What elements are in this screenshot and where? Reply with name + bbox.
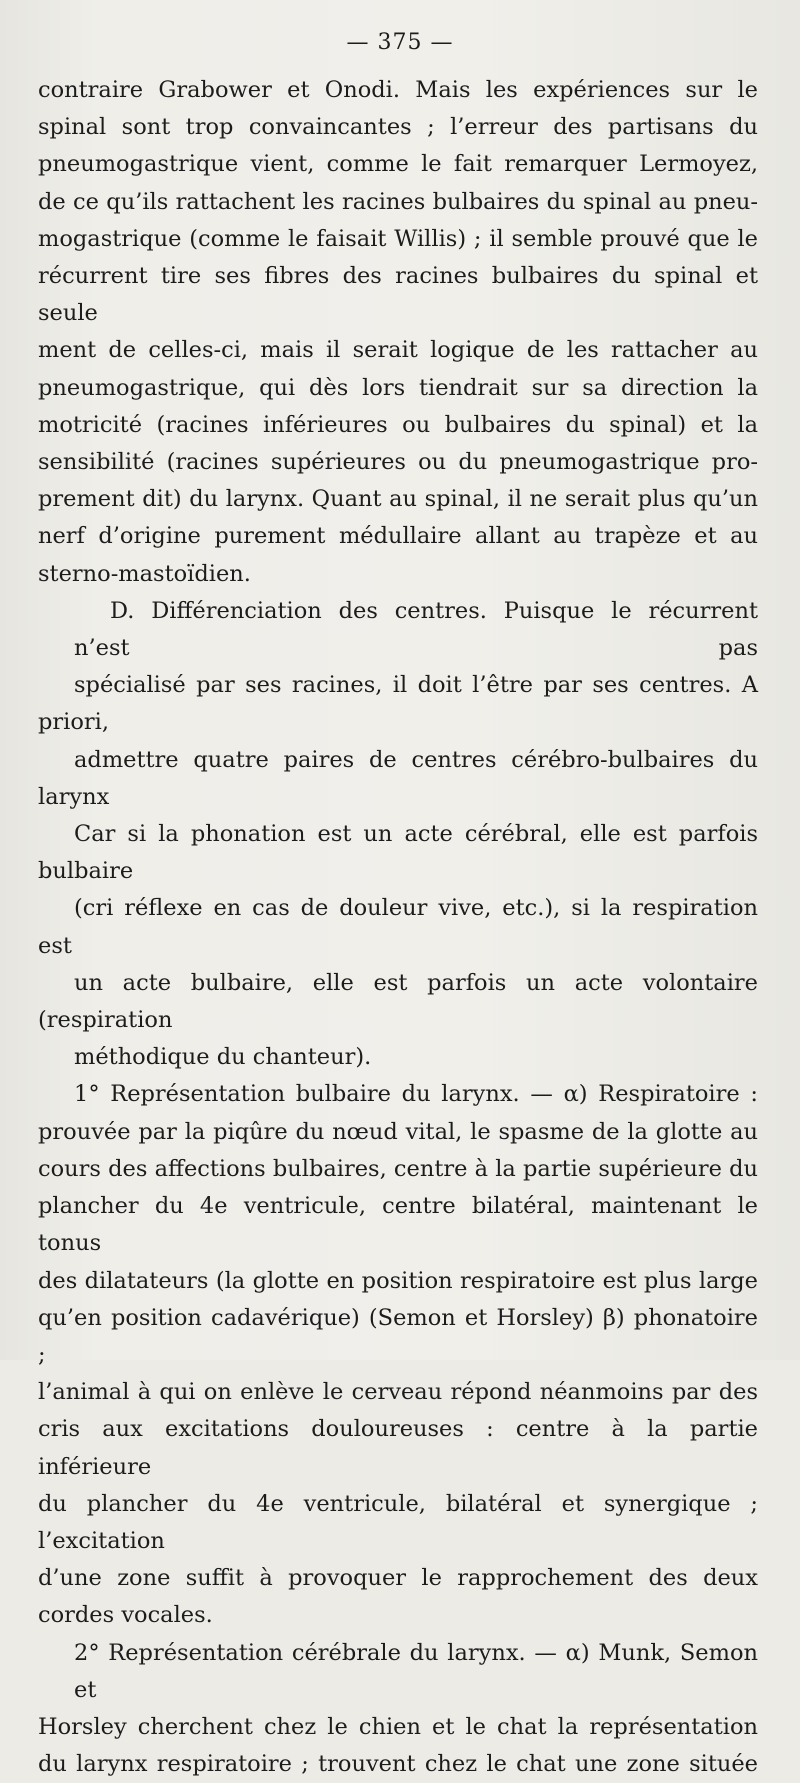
text-line: contraire Grabower et Onodi. Mais les expériences sur le [38, 77, 758, 103]
text-line: plancher du 4e ventricule, centre bilatéral, maintenant le tonus [38, 1193, 758, 1257]
text-line: cours des affections bulbaires, centre à la partie supérieure du [38, 1155, 758, 1182]
text-line: méthodique du chanteur). [74, 1044, 372, 1071]
page-number: — 375 — [346, 30, 454, 55]
text-line: récurrent tire ses fibres des racines bulbaires du spinal et seule [38, 263, 758, 327]
text-line: ment de celles-ci, mais il serait logique de les rattacher au [38, 337, 758, 364]
text-line: Car si la phonation est un acte cérébral, elle est parfois bulbaire [38, 821, 758, 885]
text-line: cordes vocales. [38, 1602, 213, 1629]
text-line: pneumogastrique, qui dès lors tiendrait sur sa direction la [38, 374, 758, 401]
body-text [38, 72, 758, 1783]
paragraph [38, 72, 758, 593]
text-line: admettre quatre paires de centres cérébro-bulbaires du larynx [38, 746, 758, 810]
text-line: spécialisé par ses racines, il doit l’être par ses centres. A priori, [38, 672, 758, 736]
text-line: un acte bulbaire, elle est parfois un acte volontaire (respiration [38, 969, 758, 1034]
text-line: pneumogastrique vient, comme le fait remarquer Lermoyez, [38, 151, 758, 178]
text-line: spinal sont trop convaincantes ; l’erreur des partisans du [38, 114, 758, 141]
text-line: prouvée par la piqûre du nœud vital, le spasme de la glotte au [38, 1118, 758, 1145]
text-line: (cri réflexe en cas de douleur vive, etc.), si la respiration est [38, 895, 758, 959]
paragraph [38, 1635, 758, 1783]
text-line: du larynx respiratoire ; trouvent chez le chat une zone située [38, 1751, 758, 1778]
text-line: l’animal à qui on enlève le cerveau répond néanmoins par des [38, 1379, 758, 1406]
text-line: cris aux excitations douloureuses : centre à la partie inférieure [38, 1416, 758, 1480]
text-line: sensibilité (racines supérieures ou du pneumogastrique pro- [38, 449, 758, 476]
text-line: prement dit) du larynx. Quant au spinal, il ne serait plus qu’un [38, 486, 758, 513]
text-line: de ce qu’ils rattachent les racines bulbaires du spinal au pneu- [38, 188, 758, 215]
paragraph [38, 593, 758, 1077]
text-line: nerf d’origine purement médullaire allant au trapèze et au [38, 523, 758, 550]
text-line: d’une zone suffit à provoquer le rapprochement des deux [38, 1565, 758, 1592]
text-line: qu’en position cadavérique) (Semon et Horsley) β) phonatoire ; [38, 1304, 758, 1368]
text-line: 1° Représentation bulbaire du larynx. — α) Respiratoire : [74, 1081, 758, 1108]
text-line: 2° Représentation cérébrale du larynx. — α) Munk, Semon et [74, 1639, 758, 1703]
text-line: mogastrique (comme le faisait Willis) ; il semble prouvé que le [38, 225, 758, 252]
text-line: des dilatateurs (la glotte en position respiratoire est plus large [38, 1267, 758, 1294]
text-line: Horsley cherchent chez le chien et le chat la représentation [38, 1713, 758, 1740]
text-line: motricité (racines inférieures ou bulbaires du spinal) et la [38, 411, 758, 438]
text-line: D. Différenciation des centres. Puisque le récurrent n’est pas [74, 597, 758, 662]
paragraph [38, 1076, 758, 1634]
text-line: du plancher du 4e ventricule, bilatéral et synergique ; l’excitation [38, 1490, 758, 1554]
text-line: sterno-mastoïdien. [38, 560, 251, 587]
